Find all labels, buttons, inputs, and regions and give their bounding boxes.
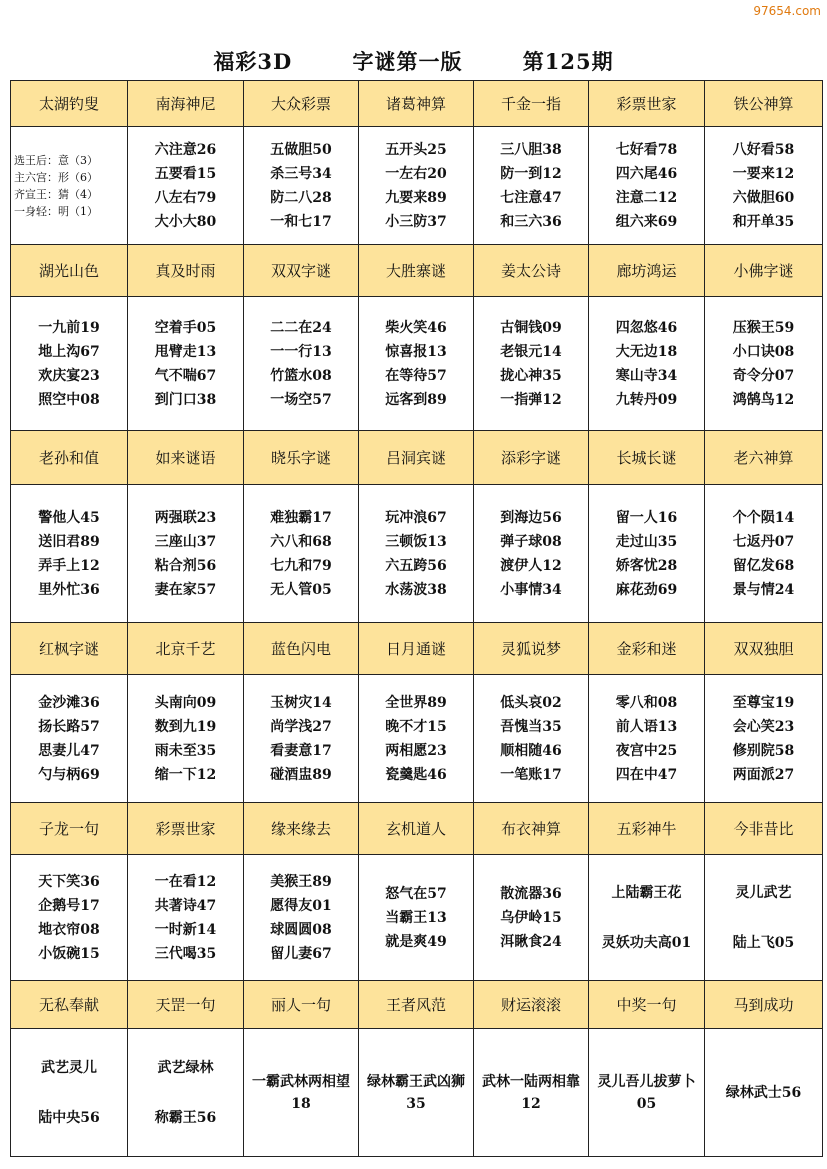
riddle-line: 一要来12 bbox=[732, 165, 795, 182]
riddle-cell bbox=[474, 1029, 589, 1157]
riddle-cell bbox=[244, 855, 359, 981]
riddle-line: 地衣帘08 bbox=[38, 921, 100, 938]
riddle-cell bbox=[11, 1029, 128, 1157]
riddle-line: 当霸王13 bbox=[385, 909, 447, 926]
riddle-line: 惊喜报13 bbox=[385, 343, 447, 360]
riddle-row bbox=[11, 675, 823, 803]
riddle-line: 选王后：意（3） bbox=[14, 153, 98, 167]
riddle-line: 就是爽49 bbox=[385, 933, 447, 950]
riddle-line: 怒气在57 bbox=[385, 885, 447, 902]
column-header: 廊坊鸿运 bbox=[589, 245, 705, 297]
riddle-line: 绿林霸王武凶狮35 bbox=[367, 1073, 465, 1112]
riddle-line: 共著诗47 bbox=[154, 897, 217, 914]
riddle-line: 三八胆38 bbox=[500, 141, 562, 158]
riddle-cell bbox=[705, 297, 823, 431]
riddle-line: 四忽悠46 bbox=[615, 319, 678, 336]
riddle-line: 二二在24 bbox=[270, 319, 332, 336]
column-header: 铁公神算 bbox=[705, 81, 823, 127]
title-lottery: 福彩3D bbox=[213, 49, 293, 74]
riddle-line: 五要看15 bbox=[154, 165, 217, 182]
riddle-line: 武艺绿林 bbox=[157, 1059, 214, 1076]
riddle-line: 古铜钱09 bbox=[500, 319, 562, 336]
riddle-cell bbox=[589, 297, 705, 431]
riddle-line: 金沙滩36 bbox=[38, 694, 100, 711]
riddle-line: 八左右79 bbox=[154, 189, 217, 206]
riddle-line: 一和七17 bbox=[270, 213, 332, 230]
riddle-line: 无人管05 bbox=[270, 581, 332, 598]
column-header: 千金一指 bbox=[474, 81, 589, 127]
riddle-line: 到海边56 bbox=[500, 509, 562, 526]
riddle-line: 武艺灵儿 bbox=[41, 1059, 97, 1076]
column-header: 财运滚滚 bbox=[474, 981, 589, 1029]
riddle-line: 在等待57 bbox=[385, 367, 447, 384]
riddle-cell bbox=[474, 675, 589, 803]
column-header: 老孙和值 bbox=[11, 431, 128, 485]
riddle-cell bbox=[11, 675, 128, 803]
riddle-line: 六五跨56 bbox=[385, 557, 447, 574]
riddle-line: 注意二12 bbox=[615, 189, 678, 206]
column-header: 如来谜语 bbox=[128, 431, 244, 485]
riddle-line: 四在中47 bbox=[615, 766, 678, 783]
riddle-cell bbox=[128, 855, 244, 981]
riddle-line: 空着手05 bbox=[154, 319, 217, 336]
riddle-line: 天下笑36 bbox=[38, 873, 100, 890]
riddle-cell bbox=[705, 127, 823, 245]
riddle-line: 送旧君89 bbox=[38, 533, 100, 550]
riddle-line: 愿得友01 bbox=[270, 897, 332, 914]
column-header: 丽人一句 bbox=[244, 981, 359, 1029]
riddle-line: 小饭碗15 bbox=[38, 945, 100, 962]
riddle-line: 警他人45 bbox=[38, 509, 100, 526]
riddle-line: 陆中央56 bbox=[38, 1109, 100, 1126]
header-row bbox=[11, 981, 823, 1029]
riddle-line: 一霸武林两相望18 bbox=[252, 1073, 350, 1112]
riddle-line: 大小大80 bbox=[154, 213, 217, 230]
riddle-cell bbox=[11, 485, 128, 623]
riddle-line: 三顿饭13 bbox=[385, 533, 447, 550]
riddle-line: 小事情34 bbox=[500, 581, 562, 598]
column-header: 彩票世家 bbox=[589, 81, 705, 127]
riddle-line: 欢庆宴23 bbox=[38, 367, 100, 384]
riddle-line: 会心笑23 bbox=[732, 718, 795, 735]
riddle-cell bbox=[11, 297, 128, 431]
column-header: 双双字谜 bbox=[244, 245, 359, 297]
column-header: 大众彩票 bbox=[244, 81, 359, 127]
riddle-table bbox=[10, 80, 823, 1157]
column-header: 太湖钓叟 bbox=[11, 81, 128, 127]
riddle-line: 水荡波38 bbox=[385, 581, 447, 598]
column-header: 大胜寨谜 bbox=[359, 245, 474, 297]
riddle-cell bbox=[474, 485, 589, 623]
riddle-line: 顺相随46 bbox=[500, 742, 562, 759]
riddle-line: 气不喘67 bbox=[154, 367, 217, 384]
title-edition: 字谜第一版 bbox=[352, 49, 463, 74]
riddle-line: 六注意26 bbox=[154, 141, 217, 158]
riddle-line: 企鹅号17 bbox=[38, 897, 100, 914]
riddle-cell bbox=[705, 855, 823, 981]
column-header: 真及时雨 bbox=[128, 245, 244, 297]
riddle-line: 六八和68 bbox=[270, 533, 332, 550]
header-row bbox=[11, 431, 823, 485]
riddle-cell bbox=[244, 675, 359, 803]
riddle-line: 走过山35 bbox=[615, 533, 678, 550]
riddle-line: 拢心神35 bbox=[500, 367, 562, 384]
riddle-line: 九转丹09 bbox=[615, 391, 678, 408]
riddle-line: 散流器36 bbox=[500, 885, 562, 902]
column-header: 蓝色闪电 bbox=[244, 623, 359, 675]
riddle-line: 甩臂走13 bbox=[154, 343, 217, 360]
column-header: 王者风范 bbox=[359, 981, 474, 1029]
riddle-cell bbox=[359, 297, 474, 431]
site-watermark: 97654.com bbox=[753, 4, 821, 18]
riddle-cell bbox=[11, 855, 128, 981]
riddle-line: 八好看58 bbox=[732, 141, 795, 158]
column-header: 子龙一句 bbox=[11, 803, 128, 855]
riddle-line: 杀三号34 bbox=[270, 165, 332, 182]
header-row bbox=[11, 803, 823, 855]
riddle-line: 三代喝35 bbox=[154, 945, 217, 962]
riddle-line: 瓷羹匙46 bbox=[385, 766, 447, 783]
riddle-line: 主六宫：形（6） bbox=[14, 170, 98, 184]
riddle-line: 里外忙36 bbox=[38, 581, 100, 598]
riddle-line: 粘合剂56 bbox=[154, 557, 217, 574]
column-header: 中奖一句 bbox=[589, 981, 705, 1029]
riddle-cell bbox=[589, 855, 705, 981]
riddle-line: 吾愧当35 bbox=[500, 718, 562, 735]
riddle-cell bbox=[705, 485, 823, 623]
riddle-line: 和开单35 bbox=[732, 213, 795, 230]
riddle-line: 一左右20 bbox=[385, 165, 447, 182]
riddle-line: 武林一陆两相靠12 bbox=[482, 1073, 580, 1112]
riddle-line: 七好看78 bbox=[615, 141, 678, 158]
column-header: 今非昔比 bbox=[705, 803, 823, 855]
riddle-line: 思妻儿47 bbox=[38, 742, 100, 759]
riddle-line: 洱瞅食24 bbox=[500, 933, 562, 950]
riddle-line: 数到九19 bbox=[154, 718, 217, 735]
riddle-line: 看妻意17 bbox=[270, 742, 332, 759]
riddle-line: 妻在家57 bbox=[154, 581, 217, 598]
riddle-line: 称霸王56 bbox=[154, 1109, 217, 1126]
page-title bbox=[0, 46, 827, 76]
riddle-row bbox=[11, 485, 823, 623]
column-header: 诸葛神算 bbox=[359, 81, 474, 127]
riddle-cell bbox=[474, 855, 589, 981]
riddle-line: 一指弹12 bbox=[500, 391, 562, 408]
riddle-cell bbox=[705, 675, 823, 803]
riddle-line: 乌伊岭15 bbox=[500, 909, 562, 926]
header-row bbox=[11, 623, 823, 675]
column-header: 金彩和迷 bbox=[589, 623, 705, 675]
riddle-line: 到门口38 bbox=[154, 391, 217, 408]
riddle-line: 低头哀02 bbox=[500, 694, 562, 711]
riddle-cell bbox=[705, 1029, 823, 1157]
riddle-line: 一场空57 bbox=[270, 391, 332, 408]
riddle-line: 九要来89 bbox=[385, 189, 447, 206]
riddle-line: 一时新14 bbox=[154, 921, 217, 938]
column-header: 五彩神牛 bbox=[589, 803, 705, 855]
riddle-cell bbox=[359, 127, 474, 245]
riddle-line: 五做胆50 bbox=[270, 141, 332, 158]
riddle-line: 照空中08 bbox=[38, 391, 100, 408]
column-header: 南海神尼 bbox=[128, 81, 244, 127]
riddle-line: 鸿鹄鸟12 bbox=[732, 391, 795, 408]
riddle-line: 奇令分07 bbox=[732, 367, 795, 384]
riddle-cell bbox=[128, 675, 244, 803]
riddle-cell bbox=[474, 127, 589, 245]
riddle-cell bbox=[474, 297, 589, 431]
riddle-cell bbox=[244, 1029, 359, 1157]
riddle-line: 和三六36 bbox=[500, 213, 562, 230]
riddle-line: 七返丹07 bbox=[732, 533, 795, 550]
riddle-cell bbox=[589, 485, 705, 623]
riddle-line: 一笔账17 bbox=[500, 766, 562, 783]
riddle-cell bbox=[359, 485, 474, 623]
column-header: 布衣神算 bbox=[474, 803, 589, 855]
riddle-line: 七九和79 bbox=[270, 557, 332, 574]
riddle-line: 修别院58 bbox=[732, 742, 795, 759]
riddle-line: 灵儿吾儿拔萝卜05 bbox=[597, 1073, 696, 1112]
column-header: 日月通谜 bbox=[359, 623, 474, 675]
riddle-cell bbox=[359, 1029, 474, 1157]
title-issue: 第125期 bbox=[522, 49, 614, 74]
riddle-line: 一身轻：明（1） bbox=[14, 204, 98, 218]
riddle-cell bbox=[244, 127, 359, 245]
column-header: 彩票世家 bbox=[128, 803, 244, 855]
riddle-cell bbox=[11, 127, 128, 245]
riddle-line: 前人语13 bbox=[615, 718, 678, 735]
riddle-row bbox=[11, 855, 823, 981]
riddle-cell bbox=[244, 485, 359, 623]
riddle-line: 一九前19 bbox=[38, 319, 100, 336]
riddle-line: 碰酒盅89 bbox=[270, 766, 332, 783]
riddle-line: 渡伊人12 bbox=[500, 557, 562, 574]
riddle-line: 两面派27 bbox=[732, 766, 795, 783]
column-header: 红枫字谜 bbox=[11, 623, 128, 675]
column-header: 湖光山色 bbox=[11, 245, 128, 297]
column-header: 吕洞宾谜 bbox=[359, 431, 474, 485]
column-header: 添彩字谜 bbox=[474, 431, 589, 485]
riddle-line: 景与情24 bbox=[732, 581, 795, 598]
column-header: 马到成功 bbox=[705, 981, 823, 1029]
header-row bbox=[11, 245, 823, 297]
riddle-cell bbox=[244, 297, 359, 431]
riddle-line: 雨未至35 bbox=[154, 742, 217, 759]
riddle-line: 七注意47 bbox=[500, 189, 562, 206]
riddle-line: 弹子球08 bbox=[500, 533, 562, 550]
column-header: 玄机道人 bbox=[359, 803, 474, 855]
riddle-cell bbox=[128, 297, 244, 431]
column-header: 长城长谜 bbox=[589, 431, 705, 485]
riddle-cell bbox=[589, 1029, 705, 1157]
riddle-line: 麻花劲69 bbox=[615, 581, 678, 598]
riddle-line: 寒山寺34 bbox=[615, 367, 678, 384]
riddle-line: 留儿妻67 bbox=[270, 945, 332, 962]
riddle-line: 三座山37 bbox=[154, 533, 217, 550]
riddle-line: 绿林武士56 bbox=[725, 1084, 802, 1101]
riddle-line: 灵儿武艺 bbox=[735, 884, 792, 901]
column-header: 无私奉献 bbox=[11, 981, 128, 1029]
riddle-line: 一一行13 bbox=[270, 343, 332, 360]
header-row bbox=[11, 81, 823, 127]
riddle-line: 柴火笑46 bbox=[385, 319, 447, 336]
riddle-line: 六做胆60 bbox=[732, 189, 795, 206]
riddle-line: 扬长路57 bbox=[38, 718, 100, 735]
riddle-line: 美猴王89 bbox=[270, 873, 332, 890]
riddle-line: 留一人16 bbox=[615, 509, 678, 526]
riddle-line: 压猴王59 bbox=[732, 319, 795, 336]
riddle-row bbox=[11, 127, 823, 245]
riddle-line: 难独霸17 bbox=[270, 509, 332, 526]
riddle-line: 五开头25 bbox=[385, 141, 447, 158]
riddle-cell bbox=[128, 127, 244, 245]
riddle-line: 弄手上12 bbox=[38, 557, 100, 574]
riddle-line: 远客到89 bbox=[385, 391, 447, 408]
riddle-line: 娇客忧28 bbox=[615, 557, 678, 574]
riddle-line: 上陆霸王花 bbox=[611, 884, 682, 901]
riddle-line: 个个陨14 bbox=[732, 509, 795, 526]
column-header: 灵狐说梦 bbox=[474, 623, 589, 675]
riddle-line: 组六来69 bbox=[615, 213, 678, 230]
riddle-line: 齐宣王：猜（4） bbox=[14, 187, 98, 201]
riddle-line: 全世界89 bbox=[385, 694, 447, 711]
riddle-cell bbox=[359, 675, 474, 803]
riddle-line: 一在看12 bbox=[154, 873, 217, 890]
column-header: 小佛字谜 bbox=[705, 245, 823, 297]
column-header: 老六神算 bbox=[705, 431, 823, 485]
column-header: 姜太公诗 bbox=[474, 245, 589, 297]
riddle-cell bbox=[589, 675, 705, 803]
riddle-line: 至尊宝19 bbox=[732, 694, 795, 711]
riddle-line: 勺与柄69 bbox=[38, 766, 100, 783]
riddle-line: 留亿发68 bbox=[732, 557, 795, 574]
riddle-cell bbox=[128, 485, 244, 623]
riddle-line: 晚不才15 bbox=[385, 718, 447, 735]
riddle-line: 四六尾46 bbox=[615, 165, 678, 182]
riddle-cell bbox=[589, 127, 705, 245]
column-header: 双双独胆 bbox=[705, 623, 823, 675]
riddle-line: 玩冲浪67 bbox=[385, 509, 447, 526]
column-header: 北京千艺 bbox=[128, 623, 244, 675]
riddle-line: 球圆圆08 bbox=[270, 921, 332, 938]
riddle-line: 防一到12 bbox=[500, 165, 562, 182]
riddle-line: 竹篮水08 bbox=[270, 367, 332, 384]
riddle-line: 两相愿23 bbox=[385, 742, 447, 759]
riddle-line: 零八和08 bbox=[615, 694, 678, 711]
riddle-line: 小三防37 bbox=[385, 213, 447, 230]
riddle-line: 夜宫中25 bbox=[615, 742, 678, 759]
riddle-row bbox=[11, 1029, 823, 1157]
riddle-line: 头南向09 bbox=[154, 694, 217, 711]
riddle-line: 大无边18 bbox=[615, 343, 678, 360]
riddle-line: 尚学浅27 bbox=[270, 718, 332, 735]
riddle-cell bbox=[359, 855, 474, 981]
column-header: 晓乐字谜 bbox=[244, 431, 359, 485]
riddle-line: 缩一下12 bbox=[154, 766, 217, 783]
riddle-line: 灵妖功夫高01 bbox=[601, 934, 692, 951]
riddle-line: 地上沟67 bbox=[38, 343, 100, 360]
riddle-line: 小口诀08 bbox=[732, 343, 795, 360]
riddle-row bbox=[11, 297, 823, 431]
riddle-line: 两强联23 bbox=[154, 509, 217, 526]
riddle-line: 防二八28 bbox=[270, 189, 332, 206]
riddle-cell bbox=[128, 1029, 244, 1157]
column-header: 缘来缘去 bbox=[244, 803, 359, 855]
riddle-line: 陆上飞05 bbox=[732, 934, 795, 951]
riddle-line: 玉树灾14 bbox=[270, 694, 332, 711]
column-header: 天罡一句 bbox=[128, 981, 244, 1029]
riddle-line: 老银元14 bbox=[500, 343, 562, 360]
